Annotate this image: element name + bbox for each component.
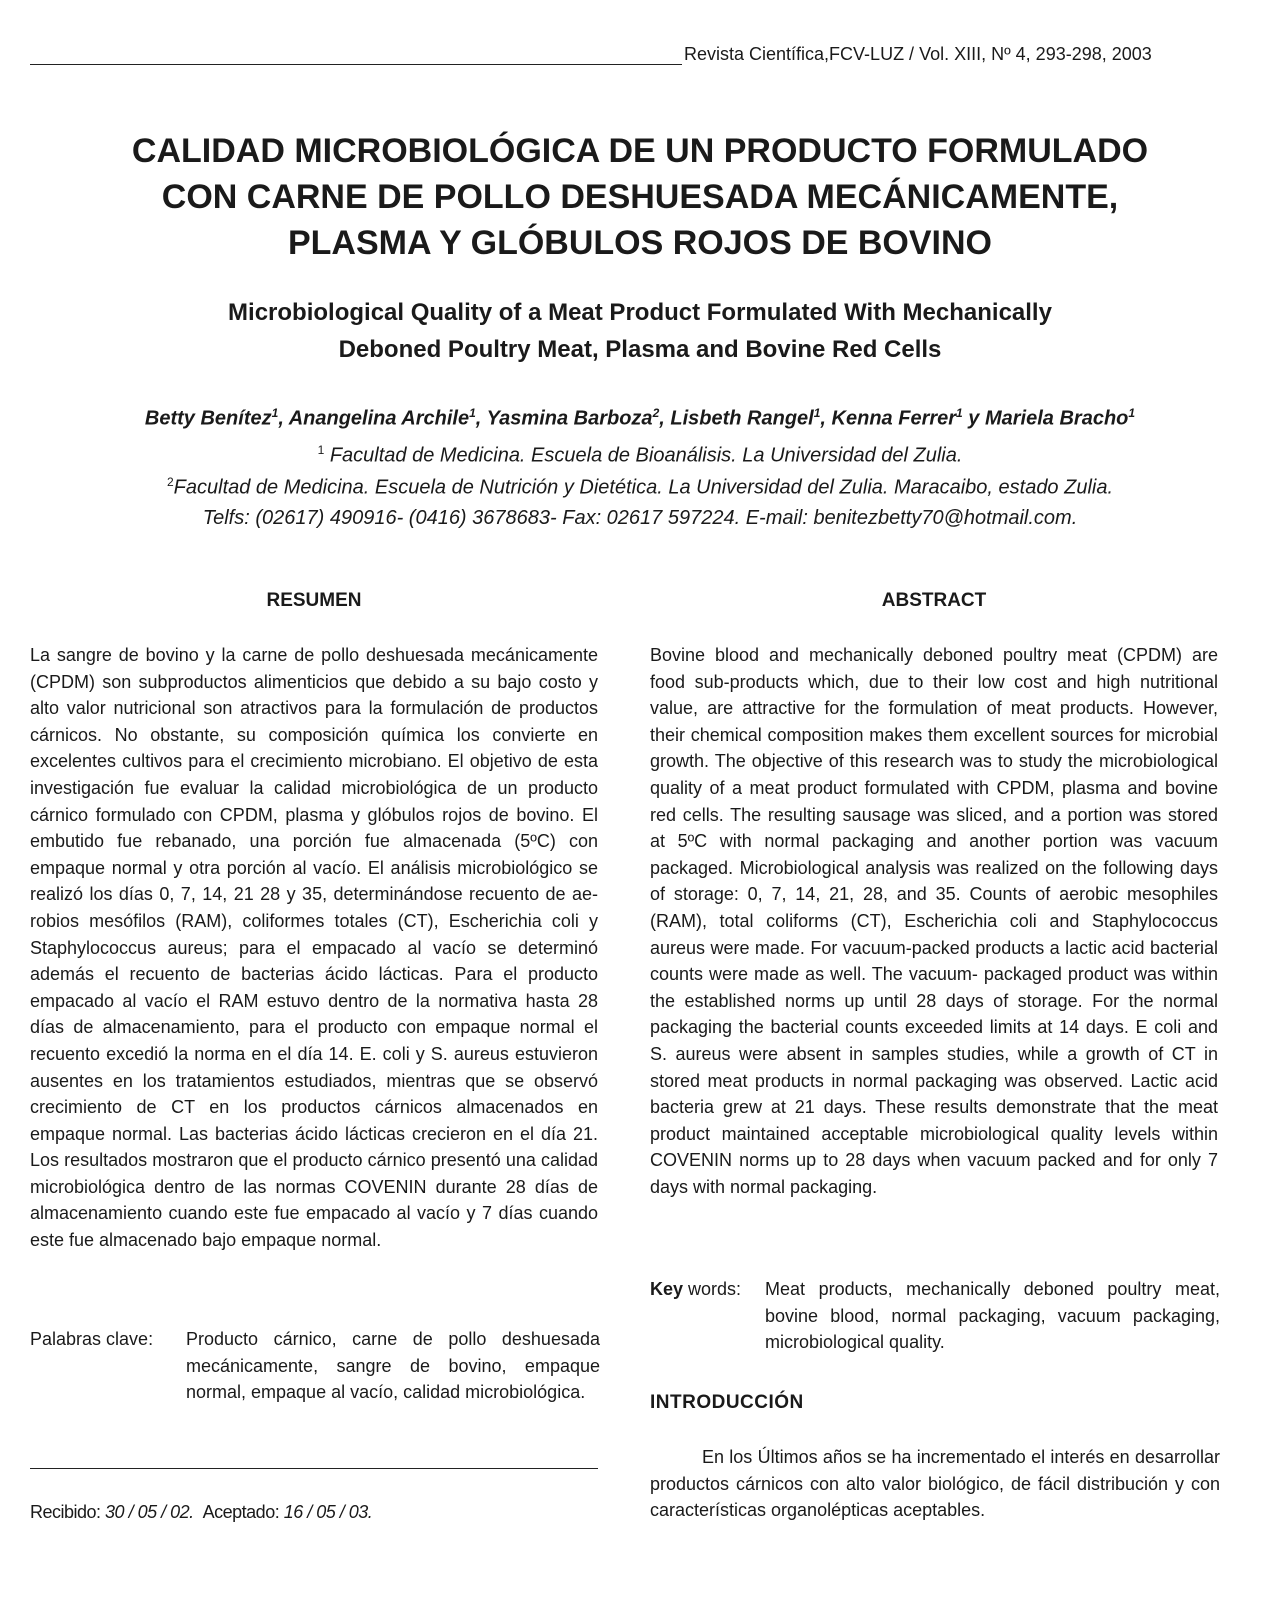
accepted-label: Aceptado: — [202, 1502, 284, 1522]
author-separator: , — [820, 407, 832, 430]
spanish-title — [40, 128, 1240, 266]
key-words — [650, 1276, 1220, 1356]
author-affiliation-mark: 1 — [469, 406, 476, 420]
author-name: Betty Benítez — [144, 407, 272, 430]
keywords-text: Producto cárnico, carne de pollo deshuesada mecánicamente, sangre de bovino, empaque normal, empaque al vacío, calidad microbiológica. — [186, 1329, 600, 1403]
keywords-text: Meat products, mechanically deboned poultry meat, bovine blood, normal packaging, vacuum packaging, microbiological quality. — [765, 1279, 1220, 1353]
keywords-label-rest: words: — [683, 1279, 742, 1299]
author-affiliation-mark: 1 — [813, 406, 821, 420]
keywords-label: Palabras clave: — [30, 1329, 154, 1349]
palabras-clave — [30, 1326, 600, 1406]
author-affiliation-mark: 1 — [1128, 406, 1136, 420]
author-name: Yasmina Barboza — [486, 407, 653, 430]
introduction-heading: INTRODUCCIÓN — [650, 1392, 804, 1413]
english-title — [40, 294, 1240, 368]
affiliation-text: Facultad de Medicina. Escuela de Nutrición y Dietética. La Universidad del Zulia. Maracaibo, estado Zulia. — [173, 476, 1114, 499]
received-label: Recibido: — [30, 1502, 106, 1522]
author-separator: , — [659, 407, 671, 430]
affiliation-1 — [40, 443, 1240, 468]
english-title-line: Deboned Poultry Meat, Plasma and Bovine Red Cells — [338, 336, 942, 363]
received-accepted-dates — [30, 1502, 372, 1523]
author-affiliation-mark: 2 — [652, 406, 660, 420]
affiliation-mark: 2 — [166, 475, 174, 489]
abstract-body: Bovine blood and mechanically deboned poultry meat (CPDM) are food sub-products which, due to their low cost and high nutritional value, are attractive for the formulation of meat products. However, their chemical composition makes them excellent sources for microbial growth. The objective of this research was to study the microbiological quality of a meat product formulated with CPDM, plasma and bovine red cells. The resulting sausage was sliced, and a portion was stored at 5ºC with normal packaging and another portion was vacuum packaged. Microbiological analysis was realized on the following days of storage: 0, 7, 14, 21, 28, and 35. Counts of aerobic mesophiles (RAM), total coliforms (CT), Escherichia coli and Staphylococcus aureus were made. For vacuum-packed products a lactic acid bacterial counts were made as well. The vacuum- packaged product was within the established norms up until 28 days of storage. For the normal packaging the bacterial counts exceeded limits at 14 days. E coli and S. aureus were absent in samples studies, while a growth of CT in stored meat products in normal packaging was observed. Lactic acid bacteria grew at 21 days. These results demonstrate that the meat product maintained acceptable microbiological quality levels within COVENIN norms up to 28 days when vacuum packed and for only 7 days with normal packaging. — [650, 645, 1218, 1197]
author-name: Kenna Ferrer — [831, 407, 957, 430]
spanish-title-line: CON CARNE DE POLLO DESHUESADA MECÁNICAMENTE, — [161, 178, 1119, 216]
resumen-body: La sangre de bovino y la carne de pollo deshuesada mecánicamente (CPDM) son subproductos alimenticios que debido a su bajo costo y alto valor nutricional son atractivos para la formulación de productos cárnicos. No obstante, su composición química los convierte en excelentes cultivos para el crecimiento microbiano. El objetivo de esta investigación fue evaluar la calidad microbiológica de un producto cárnico formulado con CPDM, plasma y glóbulos rojos de bovino. El embutido fue rebanado, una porción fue almacenada (5ºC) con empaque normal y otra porción al vacío. El análisis microbiológico se realizó los días 0, 7, 14, 21 28 y 35, determinándose recuento de aerobios mesófilos (RAM), coliformes totales (CT), Escherichia coli y Staphylococcus aureus; para el empacado al vacío se determinó además el recuento de bacterias ácido lácticas. Para el producto empacado al vacío el RAM estuvo dentro de la normativa hasta 28 días de almacenamiento, para el producto con empaque normal el recuento excedió la norma en el día 14. E. coli y S. aureus estuvieron ausentes en los tratamientos estudiados, mientras que se observó crecimiento de CT en los productos cárnicos almacenados en empaque normal. Las bacterias ácido lácticas crecieron en el día 21. Los resultados mostraron que el producto cárnico presentó una calidad microbiológica dentro de las normas COVENIN durante 28 días de almacenamiento cuando este fue empacado al vacío y 7 días cuando este fue almacenado bajo empaque normal. — [30, 645, 598, 1251]
contact-info: Telfs: (02617) 490916- (0416) 3678683- Fax: 02617 597224. E-mail: benitezbetty70@hotmail.com. — [202, 507, 1078, 529]
abstract-heading: ABSTRACT — [881, 590, 987, 611]
spanish-title-line: CALIDAD MICROBIOLÓGICA DE UN PRODUCTO FORMULADO — [131, 132, 1149, 170]
author-affiliation-mark: 1 — [956, 406, 963, 420]
keywords-label — [650, 1276, 765, 1356]
author-list — [40, 406, 1240, 431]
header-rule — [30, 64, 682, 65]
author-name: Mariela Bracho — [984, 407, 1129, 430]
author-separator: y — [962, 407, 985, 430]
journal-reference: Revista Científica,FCV-LUZ / Vol. XIII, Nº 4, 293-298, 2003 — [684, 44, 1152, 64]
affiliation-mark: 1 — [317, 443, 325, 457]
author-name: Lisbeth Rangel — [670, 407, 814, 430]
affiliation-text: Facultad de Medicina. Escuela de Bioanálisis. La Universidad del Zulia. — [329, 444, 963, 467]
author-separator: , — [278, 407, 289, 430]
author-name: Anangelina Archile — [288, 407, 470, 430]
received-date: 30 / 05 / 02. — [105, 1502, 194, 1522]
accepted-date: 16 / 05 / 03. — [283, 1502, 373, 1522]
introduction-body: En los Últimos años se ha incrementado el interés en desarrollar productos cárnicos con alto valor biológico, de fácil distribución y con características organolépticas aceptables. — [650, 1447, 1220, 1521]
spanish-title-line: PLASMA Y GLÓBULOS ROJOS DE BOVINO — [287, 224, 993, 262]
english-title-line: Microbiological Quality of a Meat Product Formulated With Mechanically — [228, 299, 1052, 326]
author-separator: , — [475, 407, 487, 430]
author-affiliation-mark: 1 — [271, 406, 279, 420]
footnote-rule — [30, 1468, 598, 1469]
affiliation-2 — [40, 475, 1240, 500]
resumen-heading: RESUMEN — [266, 590, 362, 611]
keywords-label-bold: Key — [650, 1279, 684, 1299]
